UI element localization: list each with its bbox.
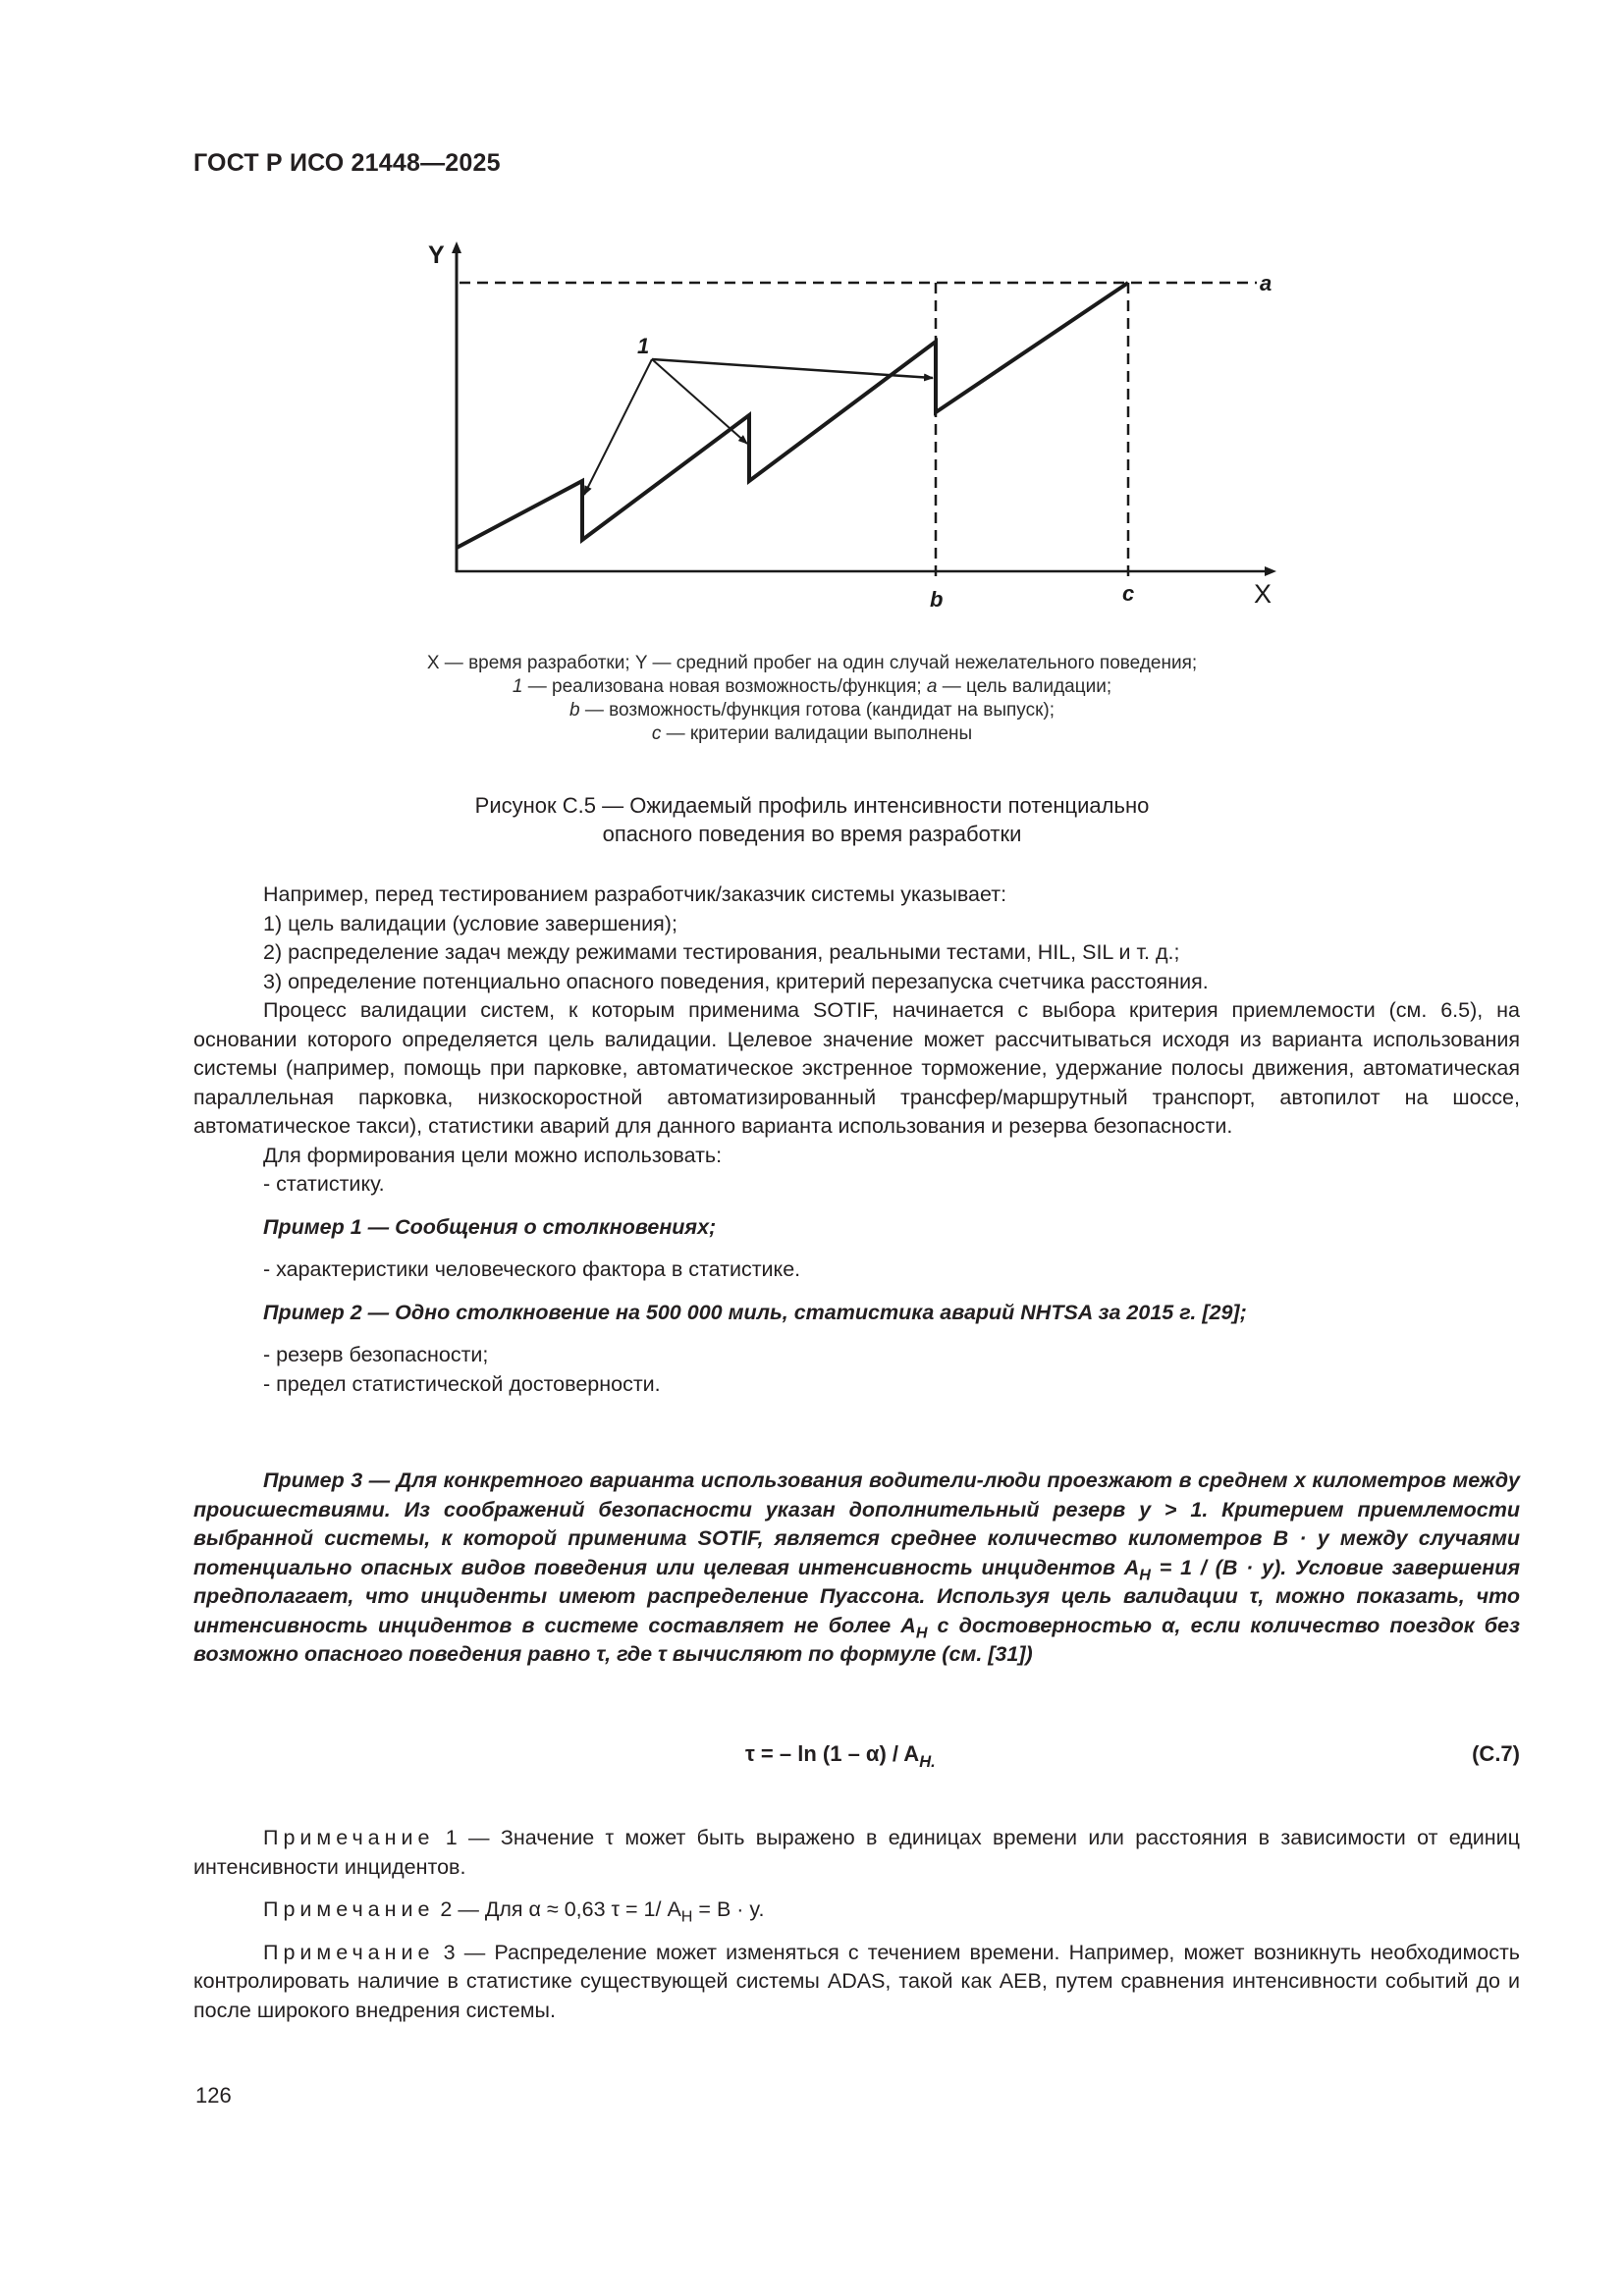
example-1: Пример 1 — Сообщения о столкновениях; (263, 1214, 717, 1239)
legend-key-c: c (651, 723, 662, 744)
notes-section (193, 1824, 1520, 2025)
note-2 (193, 1896, 1520, 1925)
y-axis (452, 241, 461, 572)
legend-key-a: a (926, 676, 938, 697)
intro-paragraph: Например, перед тестированием разработчик/заказчик системы указывает: (263, 882, 1007, 906)
dash-item-confidence-limit: - предел статистической достоверности. (263, 1371, 661, 1396)
caption-line-2: опасного поведения во время разработки (602, 822, 1022, 846)
page-number: 126 (195, 2083, 232, 2108)
formula-number: (С.7) (1472, 1741, 1520, 1766)
subscript-h: H (1139, 1566, 1151, 1584)
goal-intro: Для формирования цели можно использовать: (263, 1143, 723, 1167)
subscript-h: H (915, 1624, 928, 1642)
x-axis-label: X (1254, 579, 1272, 609)
example-3-block (193, 1467, 1520, 1670)
legend-text-c: — критерии валидации выполнены (661, 723, 973, 744)
example-3-part-a: Пример 3 — Для конкретного варианта использования водители-люди проезжают в среднем x километров между происшествиями. Из соображений безопасности указан дополнительный резерв y > 1. Критерием приемлемости выбранной системы, к которой применима SOTIF, является среднее количество километров B · y между случаями потенциально опасных видов поведения или целевая интенсивность инцидентов A (193, 1468, 1520, 1579)
validation-paragraph: Процесс валидации систем, к которым применима SOTIF, начинается с выбора критерия приемлемости (см. 6.5), на основании которого определяется цель валидации. Целевое значение может рассчитываться исходя из варианта использования системы (например, помощь при парковке, автоматическое экстренное торможение, удержание полосы движения, автоматическая параллельная парковка, низкоскоростной автоматизированный трансфер/маршрутный транспорт, автопилот на шоссе, автоматическое такси), статистики аварий для данного варианта использования и резерва безопасности. (193, 998, 1520, 1138)
figure-c5-chart (0, 0, 1624, 628)
legend-text-a: — цель валидации; (937, 676, 1112, 697)
legend-key-b: b (569, 700, 580, 721)
note-3-heading: Примечание (263, 1940, 435, 1964)
label-b: b (930, 587, 944, 612)
list-item-2: 2) распределение задач между режимами тестирования, реальными тестами, HIL, SIL и т. д.; (263, 940, 1180, 964)
note-1 (193, 1824, 1520, 1882)
figure-legend (295, 652, 1329, 746)
dash-item-safety-margin: - резерв безопасности; (263, 1343, 489, 1366)
legend-line-2 (295, 675, 1329, 699)
example-2: Пример 2 — Одно столкновение на 500 000 миль, статистика аварий NHTSA за 2015 г. [29]; (263, 1300, 1247, 1324)
y-axis-label: Y (428, 241, 445, 269)
document-header: ГОСТ Р ИСО 21448—2025 (193, 149, 501, 177)
label-1: 1 (637, 334, 650, 358)
example-3-part-b: = 1 / (B · y). Условие завершения предполагает, что инциденты имеют распределение Пуассона. Используя цель валидации τ, можно показать, что интенсивность инцидентов в системе составляет не более A (193, 1555, 1520, 1637)
note-2-text-a: 2 — Для α ≈ 0,63 τ = 1/ A (434, 1897, 681, 1921)
label-c: c (1122, 581, 1135, 606)
note-2-text-b: = B · y. (692, 1897, 765, 1921)
legend-text-b: — возможность/функция готова (кандидат на выпуск); (579, 700, 1055, 721)
profile-line (457, 283, 1128, 548)
legend-line-1: X — время разработки; Y — средний пробег на один случай нежелательного поведения; (426, 653, 1198, 673)
caption-line-1: Рисунок С.5 — Ожидаемый профиль интенсивности потенциально (474, 793, 1150, 818)
note-3 (193, 1939, 1520, 2026)
dash-item-human-factor: - характеристики человеческого фактора в статистике. (263, 1257, 801, 1281)
label-a: a (1260, 271, 1272, 295)
formula-main: τ = – ln (1 – α) / A (745, 1741, 920, 1766)
list-item-1: 1) цель валидации (условие завершения); (263, 911, 677, 935)
legend-key-1: 1 (512, 676, 523, 697)
x-axis (456, 566, 1276, 576)
note-3-text: 3 — Распределение может изменяться с течением времени. Например, может возникнуть необходимость контролировать наличие в статистике существующей системы ADAS, такой как AEB, путем сравнения интенсивности событий до и после широкого внедрения системы. (193, 1940, 1520, 2022)
formula-subscript: H. (919, 1752, 936, 1771)
subscript-h: H (680, 1907, 693, 1926)
formula-expression (745, 1741, 936, 1771)
body-section-1 (193, 881, 1520, 1399)
note-1-heading: Примечание (263, 1826, 435, 1849)
legend-text-1: — реализована новая возможность/функция; (522, 676, 927, 697)
example-3-part-c: с достоверностью α, если количество поездок без возможно опасного поведения равно τ, где τ вычисляют по формуле (см. [31]) (193, 1613, 1520, 1666)
formula-c7 (193, 1741, 1520, 1771)
example-3 (193, 1467, 1520, 1670)
note-1-text: 1 — Значение τ может быть выражено в единицах времени или расстояния в зависимости от единиц интенсивности инцидентов. (193, 1826, 1520, 1879)
dash-item-statistics: - статистику. (263, 1172, 385, 1196)
legend-line-4 (295, 722, 1329, 746)
figure-caption (295, 791, 1329, 848)
list-item-3: 3) определение потенциально опасного поведения, критерий перезапуска счетчика расстояния. (263, 969, 1209, 993)
legend-line-3 (295, 699, 1329, 722)
note-2-heading: Примечание (263, 1897, 435, 1921)
